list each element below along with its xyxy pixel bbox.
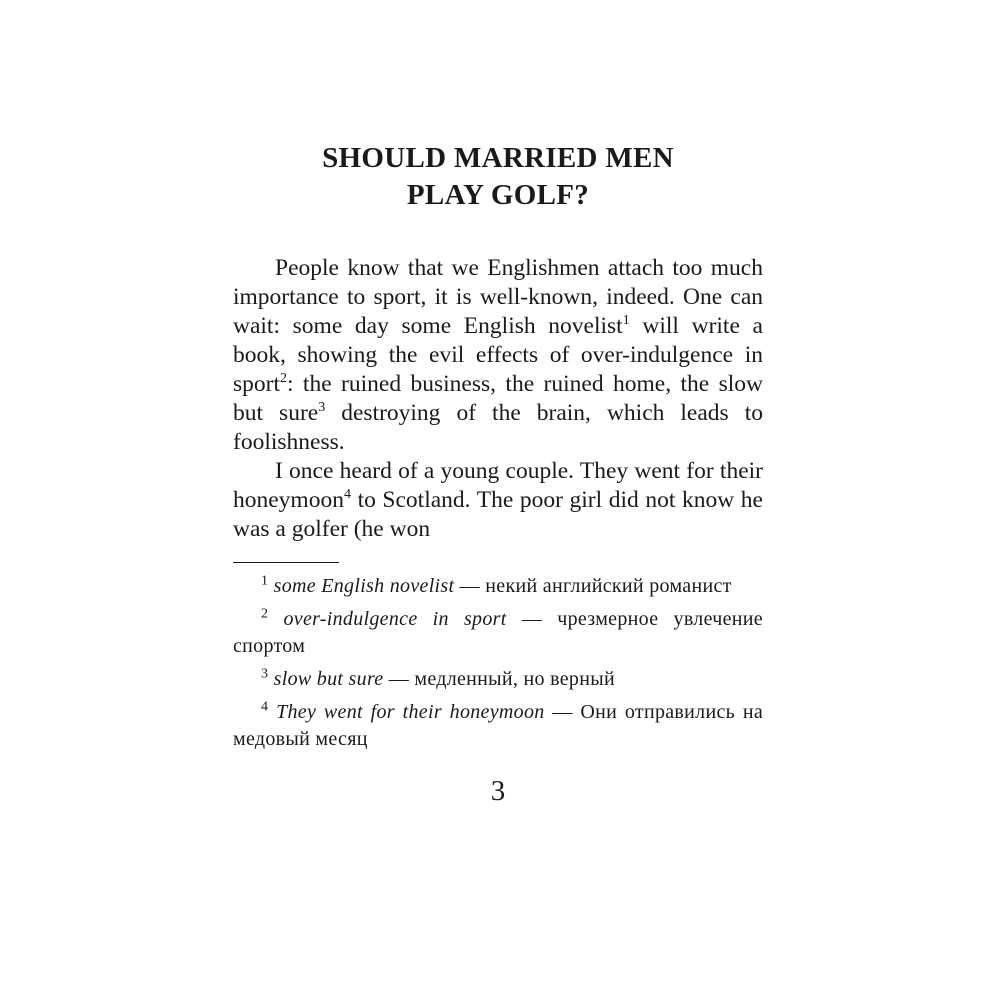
footnote-separator: —	[544, 701, 581, 723]
footnote-translation: медленный, но верный	[414, 668, 615, 690]
chapter-title-line-2: PLAY GOLF?	[406, 179, 590, 211]
footnote-separator: —	[454, 575, 486, 597]
footnote-number: 3	[261, 666, 269, 682]
chapter-title	[233, 140, 763, 214]
paragraph-text: I once heard of a young couple. They went for their honeymoon	[233, 458, 763, 513]
footnote-translation: Они отправились на медовый месяц	[233, 701, 763, 750]
footnote-translation: чрезмерное увлечение спортом	[233, 608, 763, 657]
footnote-divider	[233, 562, 339, 563]
footnotes	[233, 573, 763, 753]
footnote-term: some English novelist	[273, 575, 455, 597]
footnote-ref-4: 4	[343, 487, 351, 503]
footnote-3	[233, 666, 763, 693]
footnote-number: 2	[261, 606, 269, 622]
page-number: 3	[490, 775, 506, 807]
footnote-number: 1	[261, 573, 269, 589]
paragraph-text: will write a book, showing the evil effects of over-indulgence in sport	[233, 313, 763, 397]
paragraph-text: : the ruined business, the ruined home, the slow but sure	[233, 371, 763, 426]
book-page	[233, 140, 763, 808]
footnote-term: slow but sure	[273, 668, 384, 690]
footnote-ref-3: 3	[318, 400, 326, 416]
footnote-2	[233, 606, 763, 660]
paragraph-text: People know that we Englishmen attach too much importance to sport, it is well-known, indeed. One can wait: some day some English novelist	[233, 255, 763, 339]
footnote-number: 4	[261, 699, 269, 715]
paragraph-1	[233, 254, 763, 457]
body-text	[233, 254, 763, 544]
footnote-translation: некий английский романист	[485, 575, 732, 597]
footnote-separator: —	[506, 608, 558, 630]
footnote-1	[233, 573, 763, 600]
footnote-ref-2: 2	[280, 371, 287, 387]
footnote-4	[233, 699, 763, 753]
footnote-term: over-indulgence in sport	[283, 608, 507, 630]
paragraph-text: to Scotland. The poor girl did not know he was a golfer (he won	[233, 487, 763, 542]
paragraph-2	[233, 457, 763, 544]
footnote-term: They went for their honeymoon	[276, 701, 545, 723]
chapter-title-line-1: SHOULD MARRIED MEN	[322, 142, 674, 174]
footnote-separator: —	[383, 668, 415, 690]
paragraph-text: destroying of the brain, which leads to foolishness.	[233, 400, 763, 455]
footnote-ref-1: 1	[622, 313, 630, 329]
